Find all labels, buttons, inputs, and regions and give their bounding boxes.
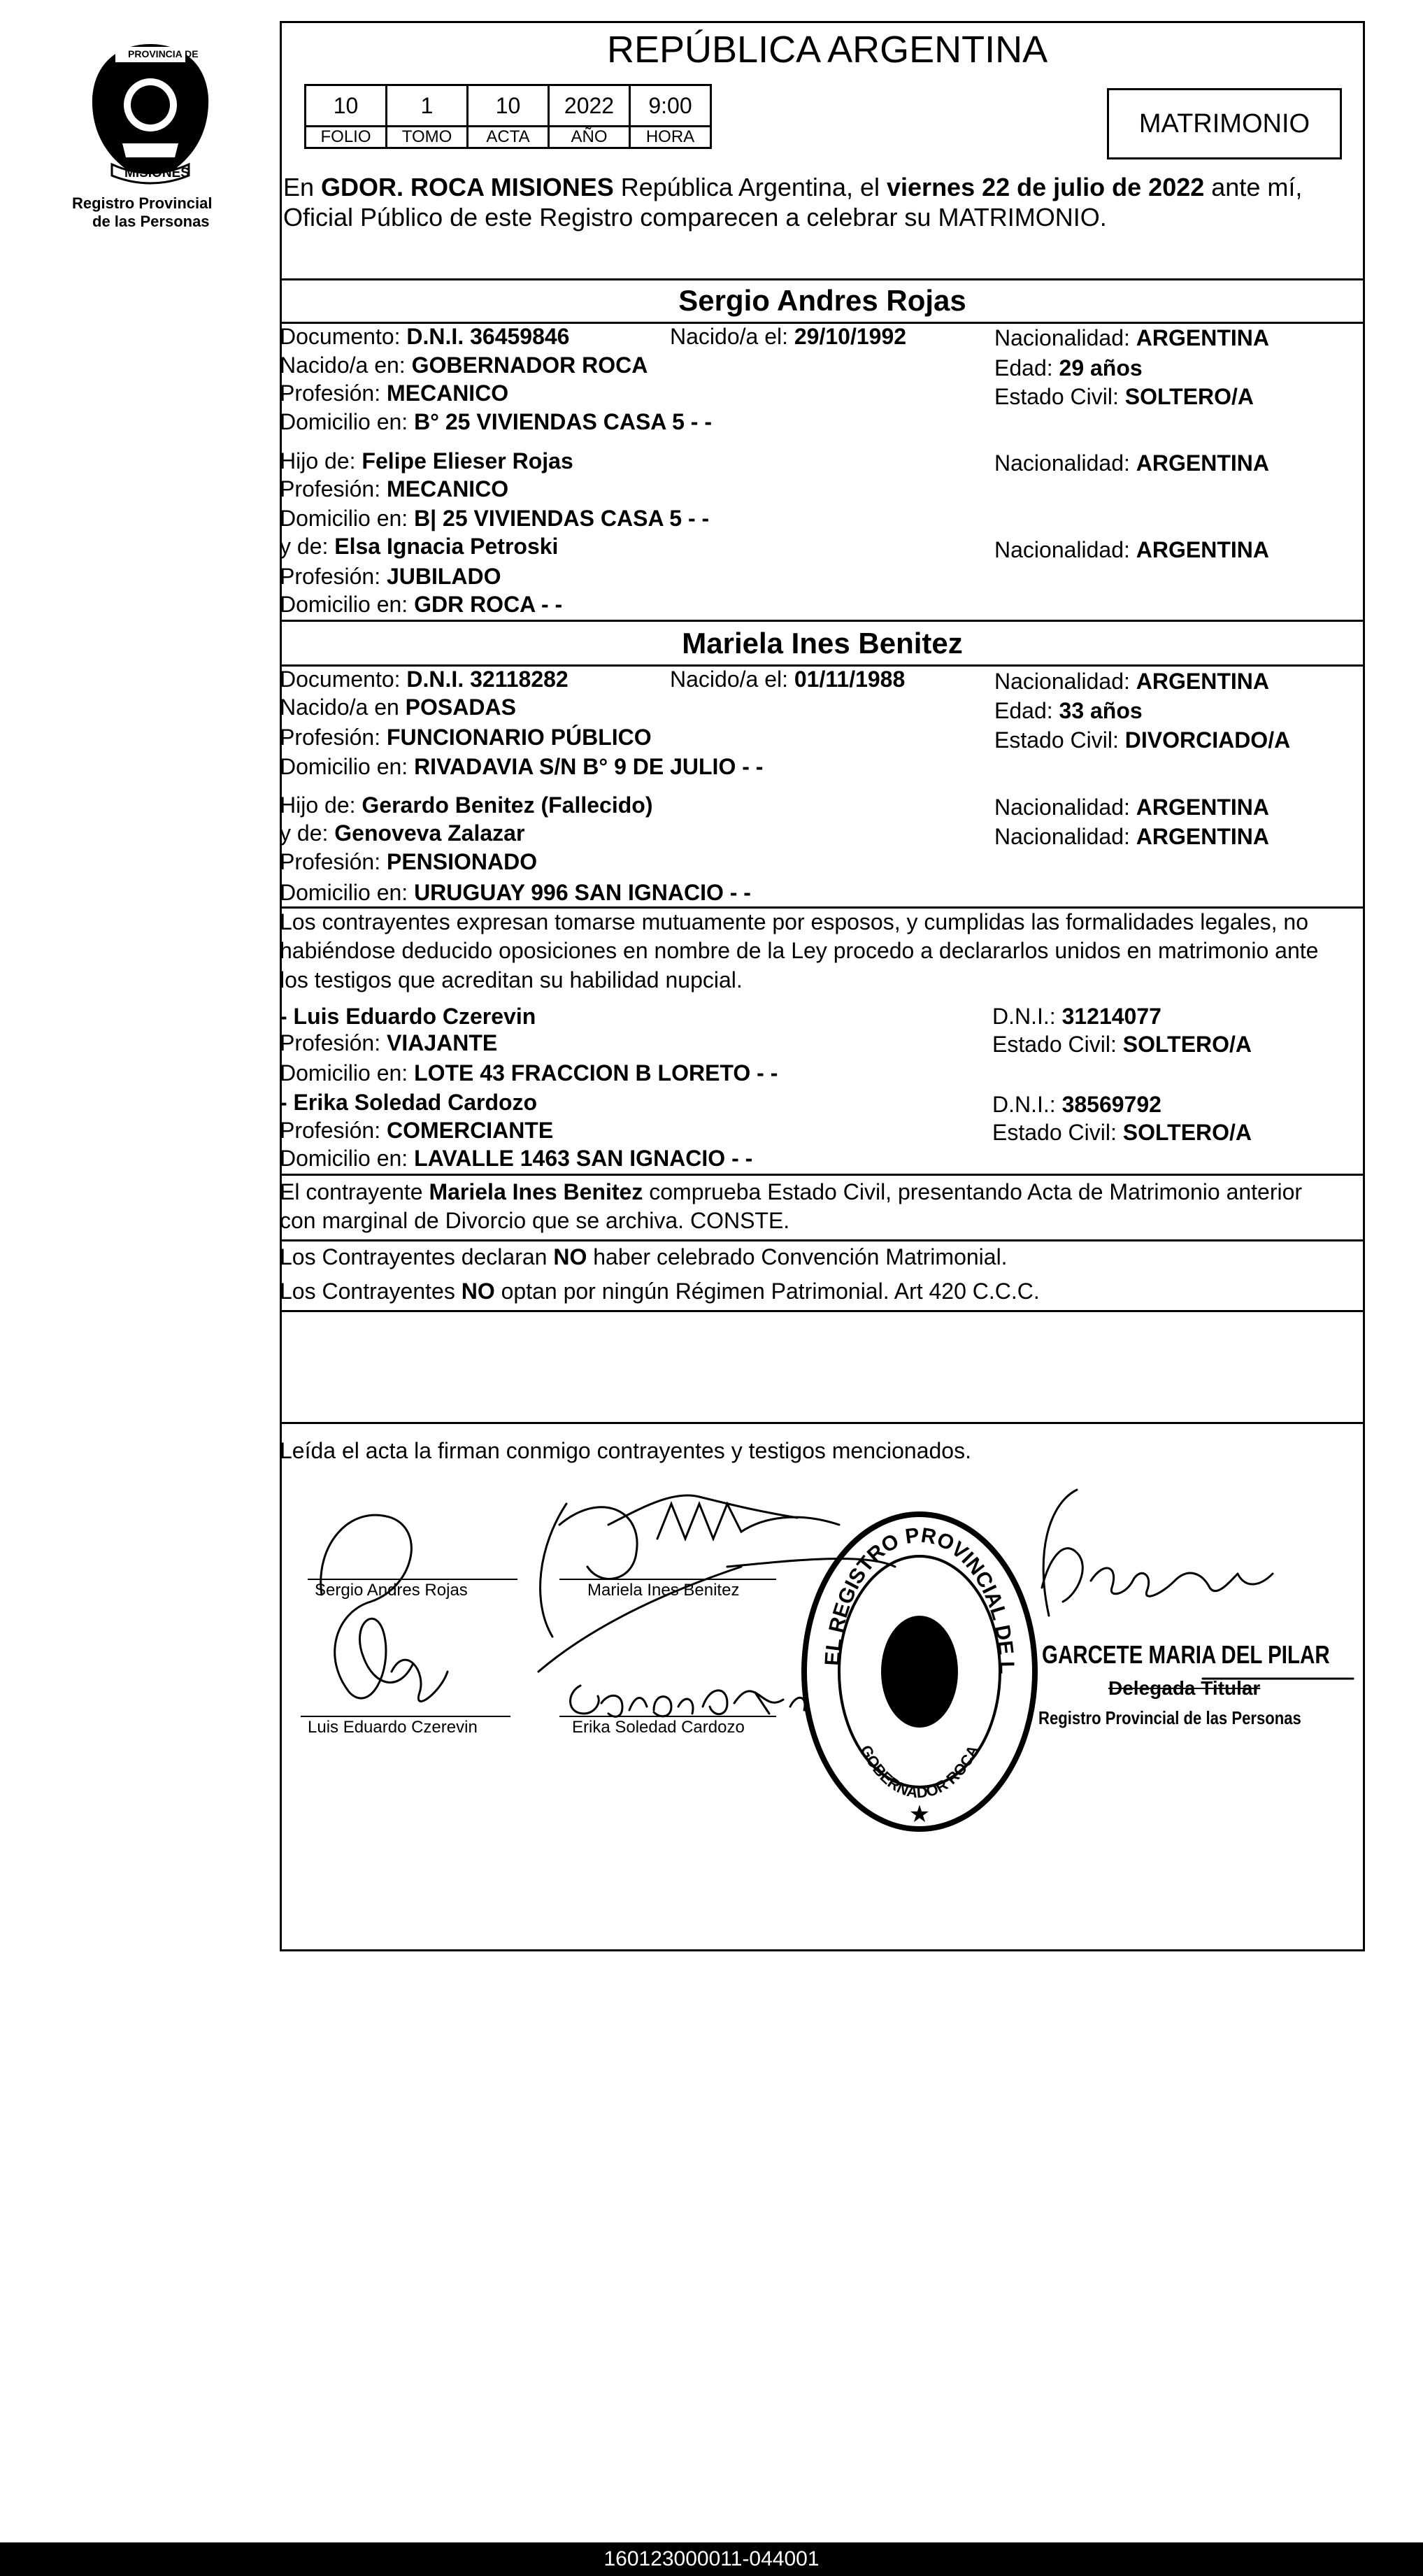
stamp-inner-text: GOBERNADOR ROCA	[857, 1742, 982, 1802]
official-signature	[1042, 1490, 1273, 1616]
value: D.N.I. 36459846	[406, 324, 570, 349]
logo-banner-text: MISIONES	[124, 166, 190, 180]
folio-value: 10	[306, 85, 387, 127]
groom-civil-status	[994, 385, 1254, 408]
value: ARGENTINA	[1136, 450, 1270, 476]
label: Nacionalidad:	[994, 824, 1136, 849]
witness-2-name: - Erika Soledad Cardozo	[280, 1090, 538, 1115]
label: D.N.I.:	[992, 1004, 1062, 1029]
witness-1-address	[280, 1062, 778, 1084]
witness-2-dni	[992, 1093, 1161, 1116]
label: Estado Civil:	[992, 1120, 1123, 1145]
value: 29/10/1992	[794, 324, 907, 349]
value: LOTE 43 FRACCION B LORETO - -	[414, 1060, 778, 1086]
intro-text: República Argentina, el	[613, 173, 887, 201]
page-title: REPÚBLICA ARGENTINA	[607, 29, 1048, 71]
intro-line-2: Oficial Público de este Registro comparecen a celebrar su MATRIMONIO.	[283, 203, 1107, 232]
declaration-line-1: Los contrayentes expresan tomarse mutuamente por esposos, y cumplidas las formalidades legales, no	[280, 909, 1308, 934]
label: Domicilio en:	[280, 506, 415, 531]
label: Nacionalidad:	[994, 795, 1136, 820]
civil-status-note-1	[280, 1181, 1302, 1203]
value: Elsa Ignacia Petroski	[334, 534, 559, 559]
record-type-box: MATRIMONIO	[1107, 88, 1342, 159]
regime-text: Los Contrayentes declaran	[280, 1244, 554, 1269]
label: Domicilio en:	[280, 1146, 415, 1171]
label: Nacionalidad:	[994, 325, 1136, 350]
groom-birthplace	[280, 354, 648, 376]
bride-birthdate	[670, 668, 905, 690]
bride-nationality	[994, 670, 1269, 692]
label: Hijo de:	[280, 792, 362, 818]
regime-text: optan por ningún Régimen Patrimonial. Art 420 C.C.C.	[494, 1279, 1040, 1304]
divider	[280, 1422, 1365, 1424]
value: POSADAS	[405, 695, 516, 720]
witness-2-signature	[571, 1686, 805, 1716]
value: B° 25 VIVIENDAS CASA 5 - -	[414, 409, 712, 434]
ledger-table	[304, 84, 712, 149]
groom-nationality	[994, 327, 1269, 349]
label: y de:	[280, 534, 335, 559]
bride-address	[280, 755, 763, 778]
label: Estado Civil:	[994, 384, 1125, 409]
value: ARGENTINA	[1136, 325, 1270, 350]
bride-father	[280, 794, 652, 816]
witness-1-civil-status	[992, 1033, 1252, 1055]
bride-mother-address	[280, 881, 751, 904]
divider	[280, 620, 1365, 622]
value: URUGUAY 996 SAN IGNACIO - -	[414, 880, 751, 905]
groom-age	[994, 357, 1143, 379]
bride-birthplace	[280, 696, 516, 718]
place: GDOR. ROCA MISIONES	[321, 173, 614, 201]
declaration-line-3: los testigos que acreditan su habilidad nupcial.	[280, 967, 743, 992]
witness-2-address	[280, 1147, 752, 1169]
value: JUBILADO	[386, 564, 501, 589]
label: Documento:	[280, 324, 407, 349]
acta-value: 10	[468, 85, 549, 127]
witness-1-dni	[992, 1005, 1161, 1027]
label: Estado Civil:	[994, 727, 1125, 753]
label: Profesión:	[280, 564, 387, 589]
stamp-ring-text: EL REGISTRO PROVINCIAL DE L	[820, 1523, 1019, 1674]
tomo-label: TOMO	[387, 127, 468, 148]
value: Gerardo Benitez (Fallecido)	[362, 792, 653, 818]
regime-line-1	[280, 1246, 1008, 1268]
svg-text:GOBERNADOR ROCA	[857, 1742, 982, 1801]
value: 31214077	[1061, 1004, 1161, 1029]
groom-father-nationality	[994, 452, 1269, 474]
value: MECANICO	[386, 476, 509, 501]
value: Felipe Elieser Rojas	[362, 448, 573, 474]
logo-top-text: PROVINCIA DE	[128, 48, 199, 59]
official-registry: Registro Provincial de las Personas	[1038, 1707, 1301, 1728]
folio-label: FOLIO	[306, 127, 387, 148]
bride-mother-profession	[280, 851, 537, 873]
groom-birthdate	[670, 325, 906, 348]
witness-1-profession	[280, 1032, 497, 1054]
value: 33 años	[1059, 698, 1143, 723]
groom-signature	[321, 1515, 448, 1701]
groom-document	[280, 325, 569, 348]
groom-father-address	[280, 507, 709, 529]
signature-label-groom: Sergio Andres Rojas	[315, 1581, 468, 1600]
label: Nacionalidad:	[994, 450, 1136, 476]
official-stamp	[797, 1504, 1042, 1840]
value: GOBERNADOR ROCA	[411, 353, 648, 378]
value: B| 25 VIVIENDAS CASA 5 - -	[414, 506, 710, 531]
value: ARGENTINA	[1136, 824, 1270, 849]
bride-profession	[280, 726, 652, 748]
value: 29 años	[1059, 355, 1143, 380]
divider	[280, 278, 1365, 280]
label: Nacionalidad:	[994, 537, 1136, 562]
label: Profesión:	[280, 380, 387, 406]
logo-caption-2: de las Personas	[92, 213, 210, 230]
bride-mother	[280, 822, 524, 844]
label: Profesión:	[280, 476, 387, 501]
bride-civil-status	[994, 729, 1290, 751]
regime-text: haber celebrado Convención Matrimonial.	[587, 1244, 1008, 1269]
label: Edad:	[994, 698, 1059, 723]
label: Domicilio en:	[280, 754, 415, 779]
groom-mother-profession	[280, 565, 501, 588]
hour-label: HORA	[630, 127, 711, 148]
value: MECANICO	[386, 380, 509, 406]
note-text: El contrayente	[280, 1179, 429, 1204]
witness-2-profession	[280, 1119, 553, 1141]
year-label: AÑO	[549, 127, 630, 148]
divider	[280, 906, 1365, 909]
value: 38569792	[1061, 1092, 1161, 1117]
label: Estado Civil:	[992, 1032, 1123, 1057]
date: viernes 22 de julio de 2022	[887, 173, 1205, 201]
bride-father-nationality	[994, 796, 1269, 818]
intro-text: En	[283, 173, 322, 201]
value: Genoveva Zalazar	[334, 820, 525, 846]
tomo-value: 1	[387, 85, 468, 127]
groom-address	[280, 411, 712, 433]
label: Nacido/a el:	[670, 324, 794, 349]
value: SOLTERO/A	[1122, 1032, 1252, 1057]
star-icon: ★	[908, 1801, 931, 1828]
signature-statement: Leída el acta la firman conmigo contrayentes y testigos mencionados.	[280, 1438, 971, 1463]
divider	[280, 1174, 1365, 1176]
official-name: GARCETE MARIA DEL PILAR	[1042, 1640, 1330, 1669]
value: SOLTERO/A	[1122, 1120, 1252, 1145]
groom-mother-nationality	[994, 539, 1269, 561]
note-text: comprueba Estado Civil, presentando Acta de Matrimonio anterior	[643, 1179, 1303, 1204]
label: Documento:	[280, 667, 407, 692]
label: Profesión:	[280, 849, 387, 874]
value: RIVADAVIA S/N B° 9 DE JULIO - -	[414, 754, 764, 779]
groom-name-heading: Sergio Andres Rojas	[678, 284, 966, 317]
label: D.N.I.:	[992, 1092, 1062, 1117]
bride-name-heading: Mariela Ines Benitez	[682, 627, 963, 660]
groom-father	[280, 450, 573, 472]
label: Nacido/a en:	[280, 353, 412, 378]
logo-caption-1: Registro Provincial	[72, 194, 213, 212]
signature-label-witness-1: Luis Eduardo Czerevin	[308, 1718, 478, 1737]
label: y de:	[280, 820, 335, 846]
value: ARGENTINA	[1136, 669, 1270, 694]
value: 01/11/1988	[794, 667, 906, 692]
label: Nacionalidad:	[994, 669, 1136, 694]
regime-no: NO	[553, 1244, 587, 1269]
value: ARGENTINA	[1136, 537, 1270, 562]
label: Domicilio en:	[280, 1060, 415, 1086]
label: Hijo de:	[280, 448, 362, 474]
hour-value: 9:00	[630, 85, 711, 127]
value: GDR ROCA - -	[414, 592, 563, 617]
witness-1-name: - Luis Eduardo Czerevin	[280, 1004, 536, 1029]
groom-profession	[280, 382, 508, 404]
groom-mother	[280, 535, 558, 557]
value: LAVALLE 1463 SAN IGNACIO - -	[414, 1146, 753, 1171]
groom-mother-address	[280, 593, 562, 615]
province-coat-of-arms	[84, 38, 217, 189]
value: VIAJANTE	[386, 1030, 498, 1055]
signature-label-bride: Mariela Ines Benitez	[587, 1581, 740, 1600]
label: Nacido/a el:	[670, 667, 794, 692]
label: Domicilio en:	[280, 592, 415, 617]
declaration-line-2: habiéndose deducido oposiciones en nombre de la Ley procedo a declararlos unidos en matrimonio ante	[280, 938, 1319, 963]
bride-document	[280, 668, 569, 690]
value: DIVORCIADO/A	[1124, 727, 1291, 753]
witness-2-civil-status	[992, 1121, 1252, 1144]
label: Domicilio en:	[280, 880, 415, 905]
label: Profesión:	[280, 1118, 387, 1143]
bride-mother-nationality	[994, 825, 1269, 848]
acta-label: ACTA	[468, 127, 549, 148]
regime-no: NO	[461, 1279, 495, 1304]
label: Domicilio en:	[280, 409, 415, 434]
value: ARGENTINA	[1136, 795, 1270, 820]
official-role: Delegada Titular	[1108, 1677, 1261, 1699]
value: D.N.I. 32118282	[406, 667, 569, 692]
label: Nacido/a en	[280, 695, 406, 720]
signature-label-witness-2: Erika Soledad Cardozo	[572, 1718, 745, 1737]
value: FUNCIONARIO PÚBLICO	[386, 725, 652, 750]
divider	[280, 1310, 1365, 1312]
intro-text: ante mí,	[1204, 173, 1303, 201]
label: Profesión:	[280, 725, 387, 750]
bride-age	[994, 699, 1143, 722]
regime-line-2	[280, 1280, 1040, 1302]
note-name: Mariela Ines Benitez	[429, 1179, 643, 1204]
value: PENSIONADO	[386, 849, 538, 874]
regime-text: Los Contrayentes	[280, 1279, 462, 1304]
groom-father-profession	[280, 478, 508, 500]
value: SOLTERO/A	[1124, 384, 1254, 409]
civil-status-note-2: con marginal de Divorcio que se archiva. CONSTE.	[280, 1208, 790, 1233]
intro-line-1	[283, 175, 1302, 200]
year-value: 2022	[549, 85, 630, 127]
label: Profesión:	[280, 1030, 387, 1055]
footer-bar: 160123000011-044001	[0, 2542, 1423, 2576]
value: COMERCIANTE	[386, 1118, 554, 1143]
divider	[280, 1239, 1365, 1241]
label: Edad:	[994, 355, 1059, 380]
